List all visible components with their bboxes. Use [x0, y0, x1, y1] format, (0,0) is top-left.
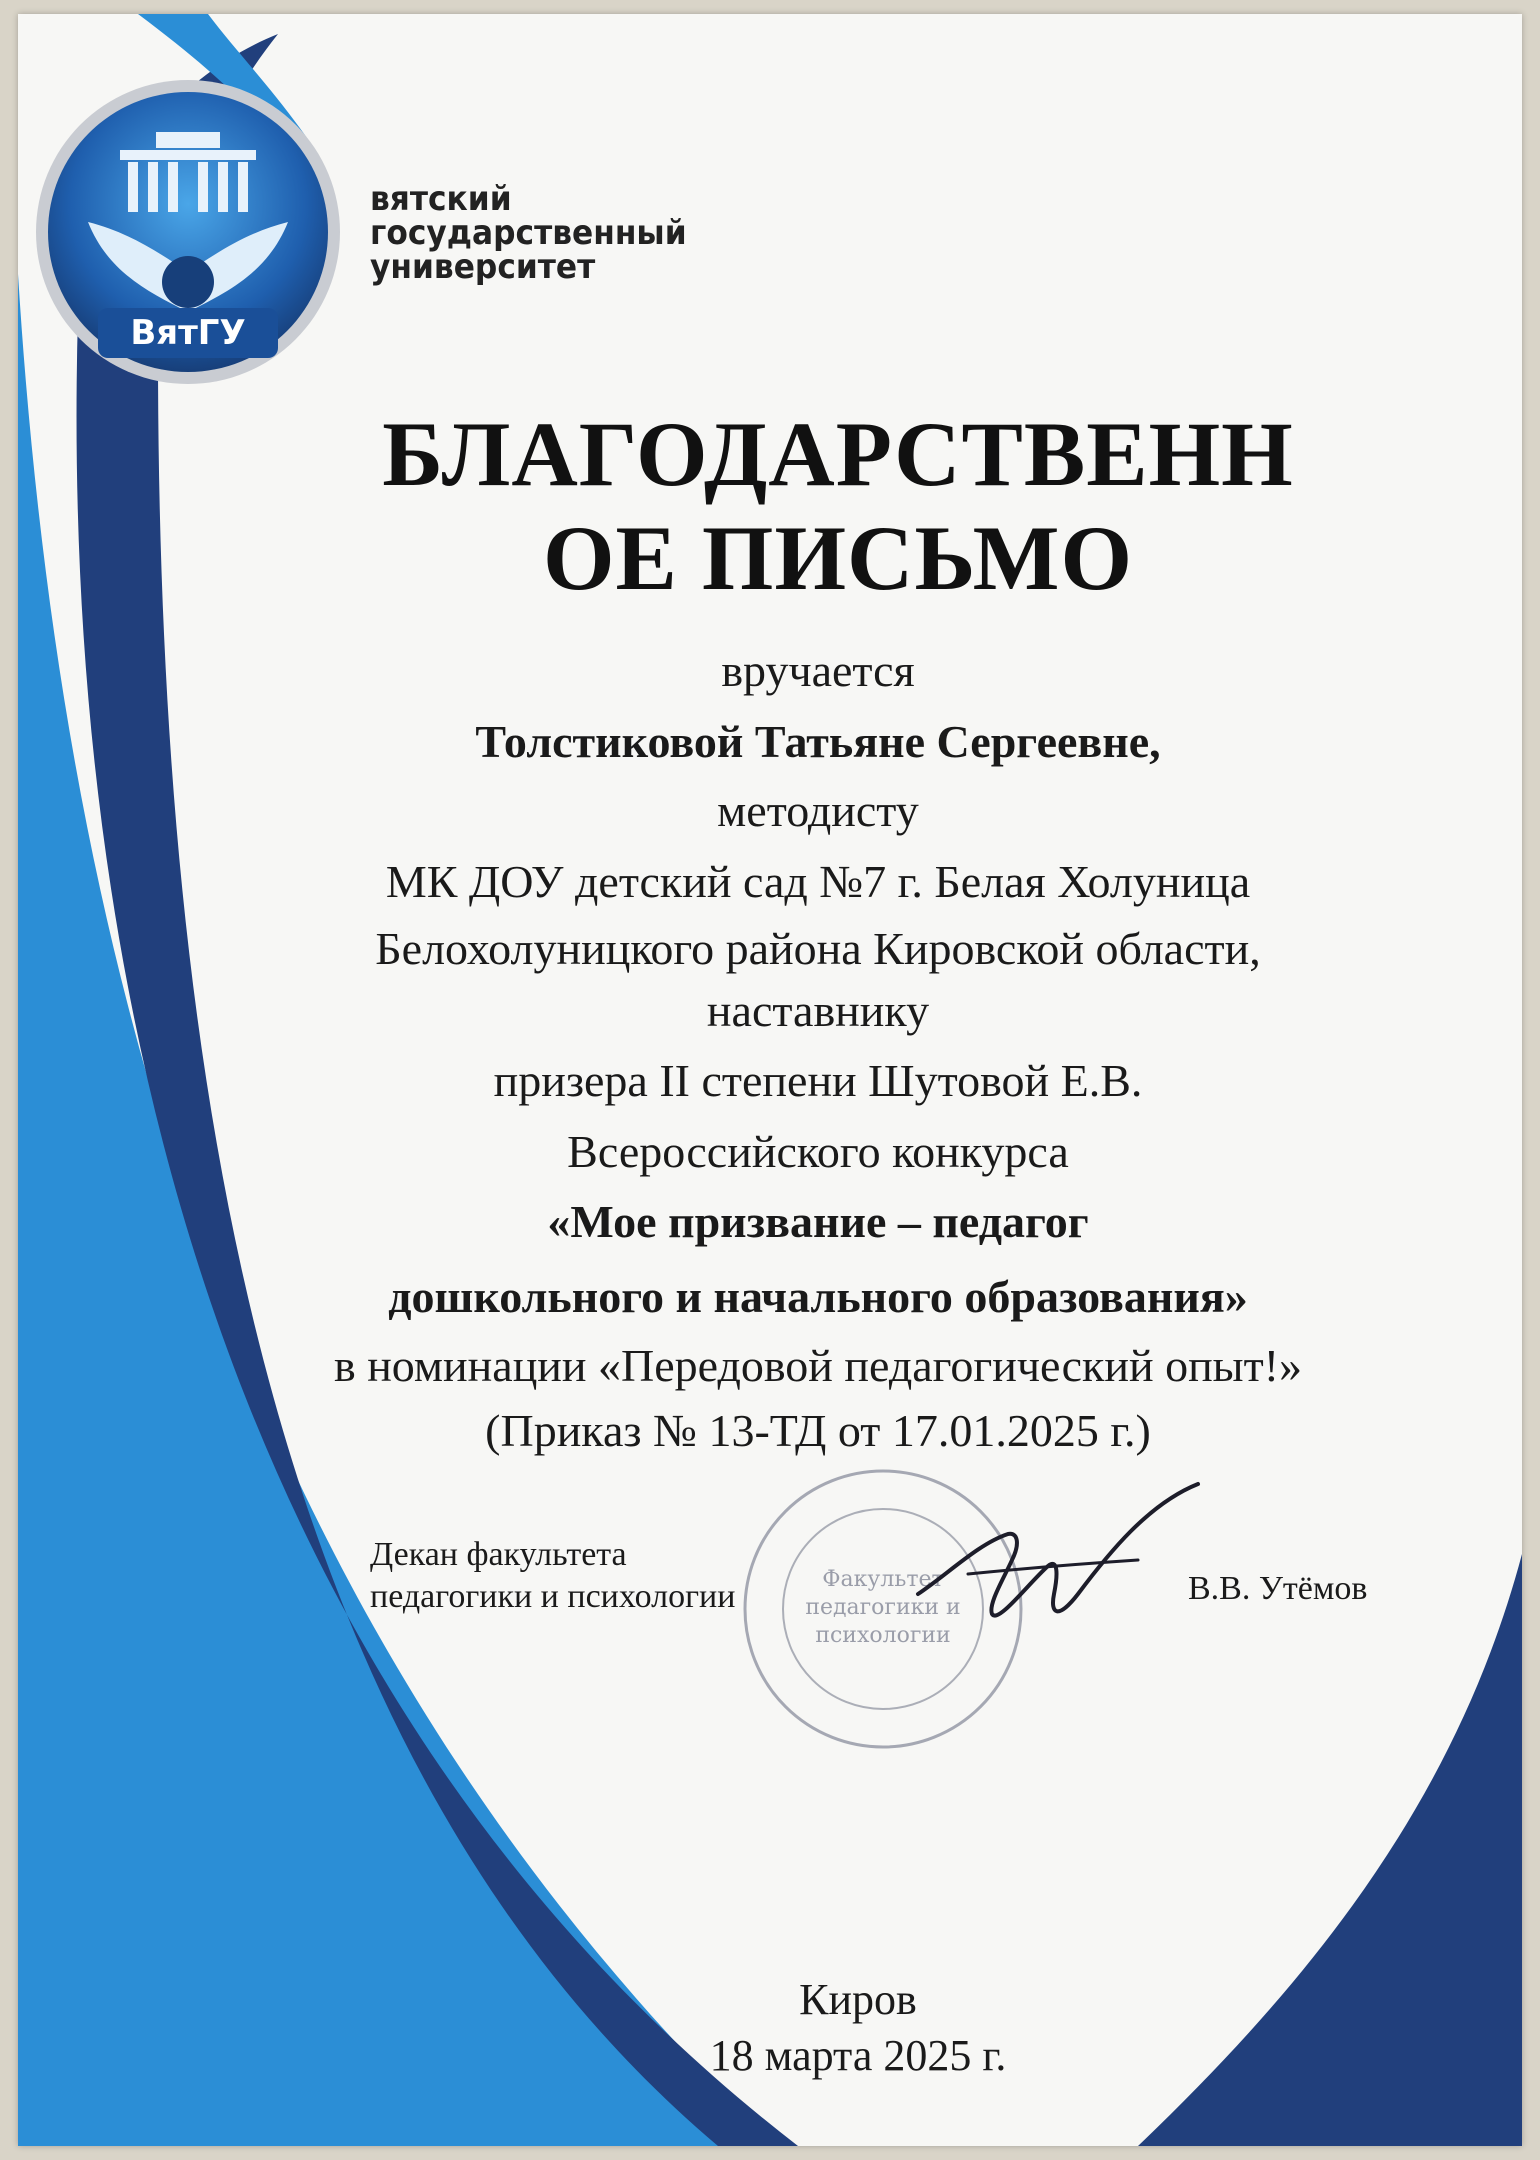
- contest-name-line1: «Мое призвание – педагог: [547, 1196, 1089, 1247]
- organization-line1: МК ДОУ детский сад №7 г. Белая Холуница: [385, 856, 1251, 907]
- stamp-center-line1: Факультет: [822, 1567, 944, 1592]
- city: Киров: [799, 1975, 917, 2024]
- pupil-award: призера II степени Шутовой Е.В.: [493, 1055, 1143, 1106]
- recipient-position: методисту: [717, 785, 919, 836]
- order-reference: (Приказ № 13-ТД от 17.01.2025 г.): [485, 1405, 1151, 1456]
- university-name-line1: вятский: [370, 179, 512, 219]
- vyatgu-logo: [28, 72, 348, 392]
- place-and-date: [578, 1972, 1138, 2084]
- signatory-position: [370, 1534, 735, 1618]
- title-line2: ОЕ ПИСЬМО: [542, 507, 1134, 609]
- logo-abbr: ВятГУ: [130, 313, 246, 353]
- university-name-line2: государственный: [370, 213, 687, 253]
- signatory-position-line2: педагогики и психологии: [370, 1578, 736, 1615]
- university-name: [370, 179, 687, 287]
- signatory-position-line1: Декан факультета: [370, 1536, 627, 1573]
- organization-line2: Белохолуницкого района Кировской области,: [375, 923, 1261, 974]
- stamp-center-line3: психологии: [815, 1623, 951, 1648]
- signatory-name: В.В. Утёмов: [1188, 1570, 1368, 1607]
- mentor-role: наставнику: [706, 985, 930, 1036]
- title-line1: БЛАГОДАРСТВЕНН: [382, 403, 1294, 505]
- recipient-name: Толстиковой Татьяне Сергеевне,: [475, 716, 1161, 767]
- handwritten-signature: [908, 1474, 1228, 1654]
- awarded-text: вручается: [721, 645, 915, 696]
- nomination: в номинации «Передовой педагогический опыт!»: [333, 1340, 1303, 1391]
- certificate-body: [198, 634, 1438, 1464]
- certificate-page: [18, 14, 1522, 2146]
- stamp-center-line2: педагогики и: [805, 1595, 961, 1620]
- document-title: [318, 402, 1358, 610]
- issue-date: 18 марта 2025 г.: [709, 2031, 1007, 2080]
- university-name-line3: университет: [370, 247, 596, 287]
- contest-name-line2: дошкольного и начального образования»: [388, 1271, 1248, 1322]
- contest-type: Всероссийского конкурса: [567, 1126, 1069, 1177]
